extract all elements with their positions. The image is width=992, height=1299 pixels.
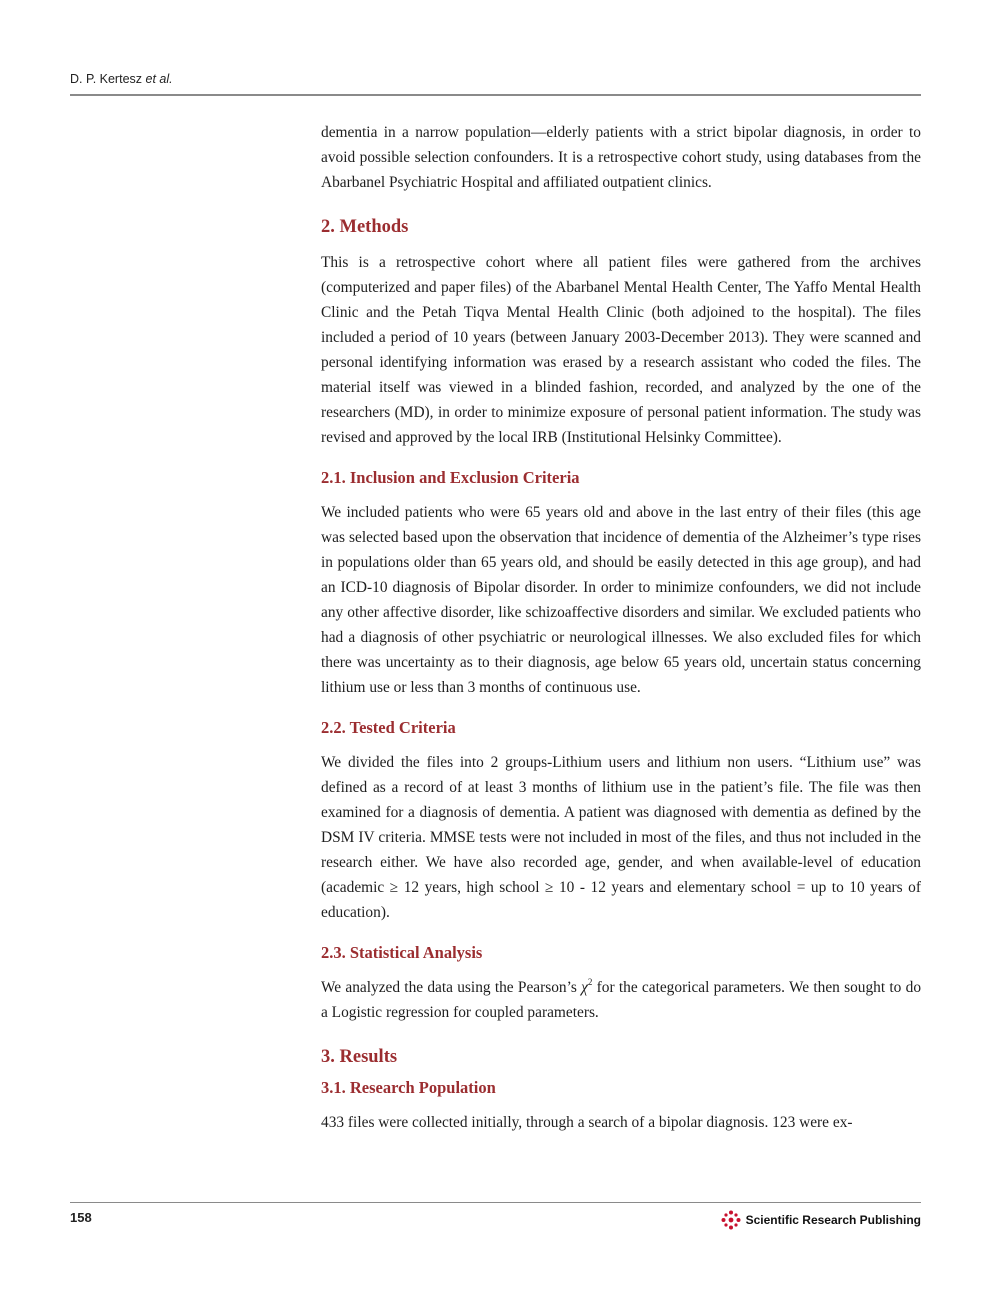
statistical-text-after: for the categorical parameters. We then sought to do a Logistic regression for coupled parameters. (321, 979, 922, 1021)
article-body (321, 120, 921, 1135)
intro-paragraph: dementia in a narrow population—elderly patients with a strict bipolar diagnosis, in order to avoid possible selection confounders. It is a retrospective cohort study, using databases from the Abarbanel Psychiatric Hospital and affiliated outpatient clinics. (321, 124, 921, 191)
inclusion-heading: 2.1. Inclusion and Exclusion Criteria (321, 468, 580, 487)
running-head-authors: D. P. Kertesz (70, 72, 143, 86)
results-paragraph: 433 files were collected initially, through a search of a bipolar diagnosis. 123 were ex- (321, 1114, 853, 1131)
statistical-text-before: We analyzed the data using the Pearson’s (321, 979, 582, 996)
tested-heading: 2.2. Tested Criteria (321, 718, 456, 737)
chi-square-symbol (581, 979, 592, 996)
methods-heading: 2. Methods (321, 217, 409, 237)
research-population-heading: 3.1. Research Population (321, 1078, 496, 1097)
header-rule (70, 94, 921, 96)
statistical-paragraph (321, 975, 921, 1025)
inclusion-paragraph: We included patients who were 65 years old and above in the last entry of their files (this age was selected based upon the observation that incidence of dementia of the Alzheimer’s type rises in populations older than 65 years old, and should be easily detected in this age group), and had an ICD-10 diagnosis of Bipolar disorder. In order to minimize confounders, we did not include any other affective disorder, like schizoaffective disorders and similar. We excluded patients who had a diagnosis of other psychiatric or neurological illnesses. We also excluded files for which there was uncertainty as to their diagnosis, age below 65 years old, uncertain status concerning lithium use or less than 3 months of continuous use. (321, 504, 921, 696)
page-number: 158 (70, 1210, 92, 1225)
running-head-etal: et al. (145, 72, 173, 86)
publisher-name: Scientific Research Publishing (745, 1213, 921, 1227)
statistical-heading: 2.3. Statistical Analysis (321, 943, 483, 962)
chi-letter: χ (581, 979, 588, 996)
publisher-logo-icon (721, 1210, 741, 1230)
publisher-brand (721, 1210, 921, 1230)
chi-superscript: 2 (587, 977, 593, 987)
tested-paragraph: We divided the files into 2 groups-Lithium users and lithium non users. “Lithium use” was defined as a record of at least 3 months of lithium use in the patient’s file. The file was then examined for a diagnosis of dementia. A patient was diagnosed with dementia as defined by the DSM IV criteria. MMSE tests were not included in most of the files, and thus not included in the research either. We have also recorded age, gender, and when available-level of education (academic ≥ 12 years, high school ≥ 10 - 12 years and elementary school = up to 10 years of education). (321, 754, 921, 921)
results-heading: 3. Results (321, 1047, 398, 1067)
running-head (70, 72, 173, 86)
footer-rule (70, 1202, 921, 1203)
methods-paragraph: This is a retrospective cohort where all patient files were gathered from the archives (computerized and paper files) of the Abarbanel Mental Health Center, The Yaffo Mental Health Clinic and the Petah Tiqva Mental Health Clinic (both adjoined to the hospital). The files included a period of 10 years (between January 2003-December 2013). They were scanned and personal identifying information was erased by a research assistant who coded the files. The material itself was viewed in a blinded fashion, recorded, and analyzed by the one of the researchers (MD), in order to minimize exposure of personal patient information. The study was revised and approved by the local IRB (Institutional Helsinky Committee). (321, 254, 921, 446)
